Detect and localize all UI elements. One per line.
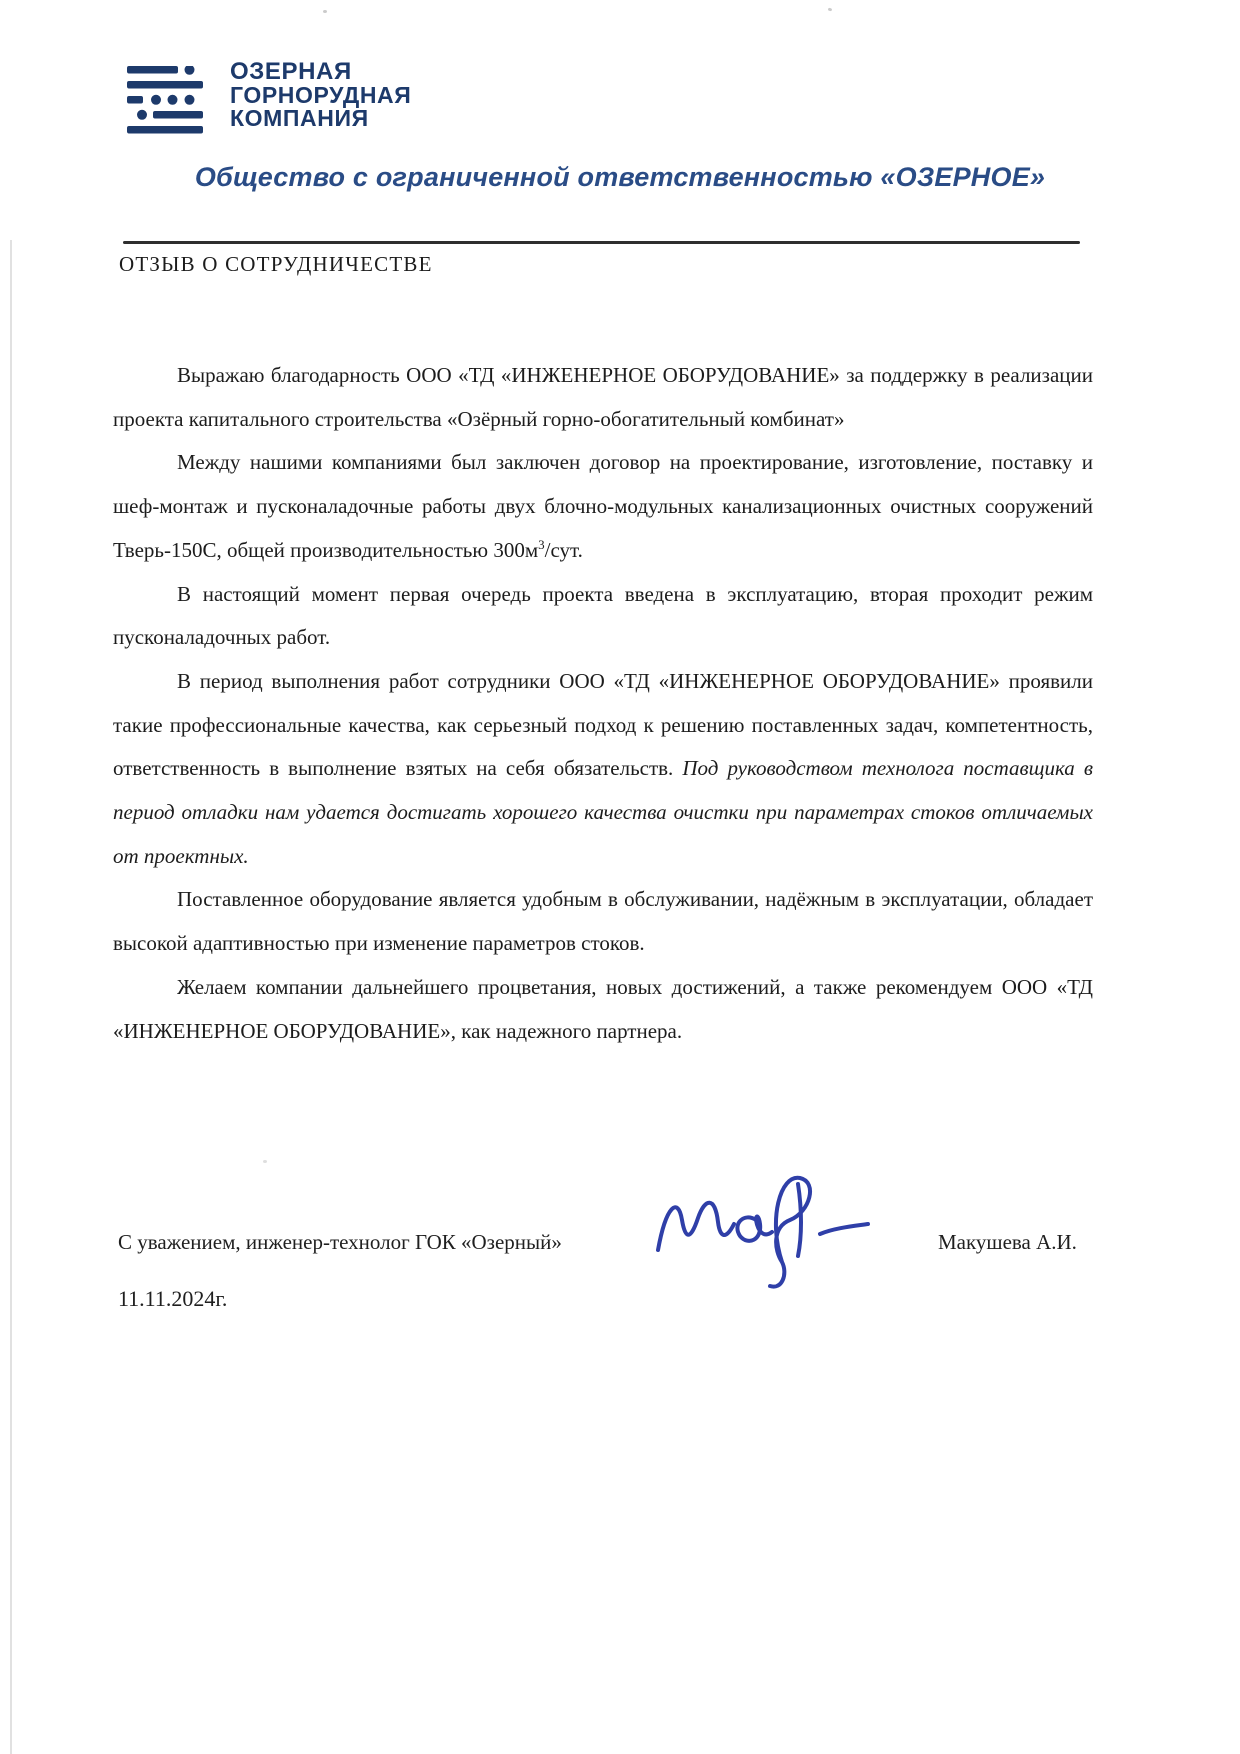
- cubic-meter-superscript: 3: [538, 536, 545, 552]
- scan-edge-artifact: [10, 240, 12, 1754]
- paragraph-professional-qualities: [113, 660, 1093, 879]
- paragraph-project-status-text: В настоящий момент первая очередь проекта введена в эксплуатацию, вторая проходит режим пусконаладочных работ.: [113, 581, 1093, 650]
- paragraph-contract: [113, 441, 1093, 572]
- handwritten-signature-icon: [652, 1158, 887, 1298]
- scan-speck: [323, 10, 327, 13]
- letterhead-divider-rule: [123, 241, 1080, 244]
- paragraph-gratitude-text: Выражаю благодарность ООО «ТД «ИНЖЕНЕРНОЕ ОБОРУДОВАНИЕ» за поддержку в реализации проекта капитального строительства «Озёрный горно-обогатительный комбинат»: [113, 363, 1093, 431]
- scan-speck: [263, 1160, 267, 1163]
- paragraph-equipment-quality: [113, 878, 1093, 965]
- paragraph-professional-qualities-text: В период выполнения работ сотрудники ООО «ТД «ИНЖЕНЕРНОЕ ОБОРУДОВАНИЕ» проявили такие профессиональные качества, как серьезный подход к решению поставленных задач, компетентность, ответственность в выполнение взятых на себя обязательств.: [113, 668, 1093, 781]
- paragraph-contract-text: Между нашими компаниями был заключен договор на проектирование, изготовление, поставку и шеф-монтаж и пусконаладочные работы двух блочно-модульных канализационных очистных сооружений Тверь-150С, общей производительностью 300м: [113, 450, 1093, 562]
- logo-line-kompaniya: КОМПАНИЯ: [230, 105, 369, 131]
- letter-body: [113, 354, 1093, 1053]
- logo-line-ozernaya: ОЗЕРНАЯ: [230, 58, 352, 85]
- paragraph-gratitude: [113, 354, 1093, 441]
- logo-mark-icon: [127, 66, 205, 134]
- signer-name: Макушева А.И.: [938, 1230, 1077, 1254]
- closing-line: С уважением, инженер-технолог ГОК «Озерный»: [118, 1230, 562, 1254]
- paragraph-contract-text-after: /сут.: [544, 537, 583, 562]
- organization-full-name: Общество с ограниченной ответственностью «ОЗЕРНОЕ»: [194, 162, 1046, 192]
- paragraph-equipment-quality-text: Поставленное оборудование является удобным в обслуживании, надёжным в эксплуатации, обладает высокой адаптивностью при изменение параметров стоков.: [113, 887, 1093, 956]
- scan-speck: [828, 7, 833, 11]
- document-date: 11.11.2024г.: [118, 1286, 228, 1311]
- paragraph-project-status: [113, 573, 1093, 660]
- paragraph-recommendation: [113, 966, 1093, 1053]
- company-logo-text: [230, 60, 411, 131]
- company-logo: [127, 60, 411, 134]
- paragraph-technologist-italic-text: Под руководством технолога поставщика в период отладки нам удается достигать хорошего качества очистки при параметрах стоков отличаемых от проектных.: [113, 756, 1093, 868]
- paragraph-recommendation-text: Желаем компании дальнейшего процветания, новых достижений, а также рекомендуем ООО «ТД «ИНЖЕНЕРНОЕ ОБОРУДОВАНИЕ», как надежного партнера.: [113, 974, 1093, 1043]
- logo-line-gornorudnaya: ГОРНОРУДНАЯ: [230, 81, 412, 108]
- document-title: ОТЗЫВ О СОТРУДНИЧЕСТВЕ: [119, 252, 433, 276]
